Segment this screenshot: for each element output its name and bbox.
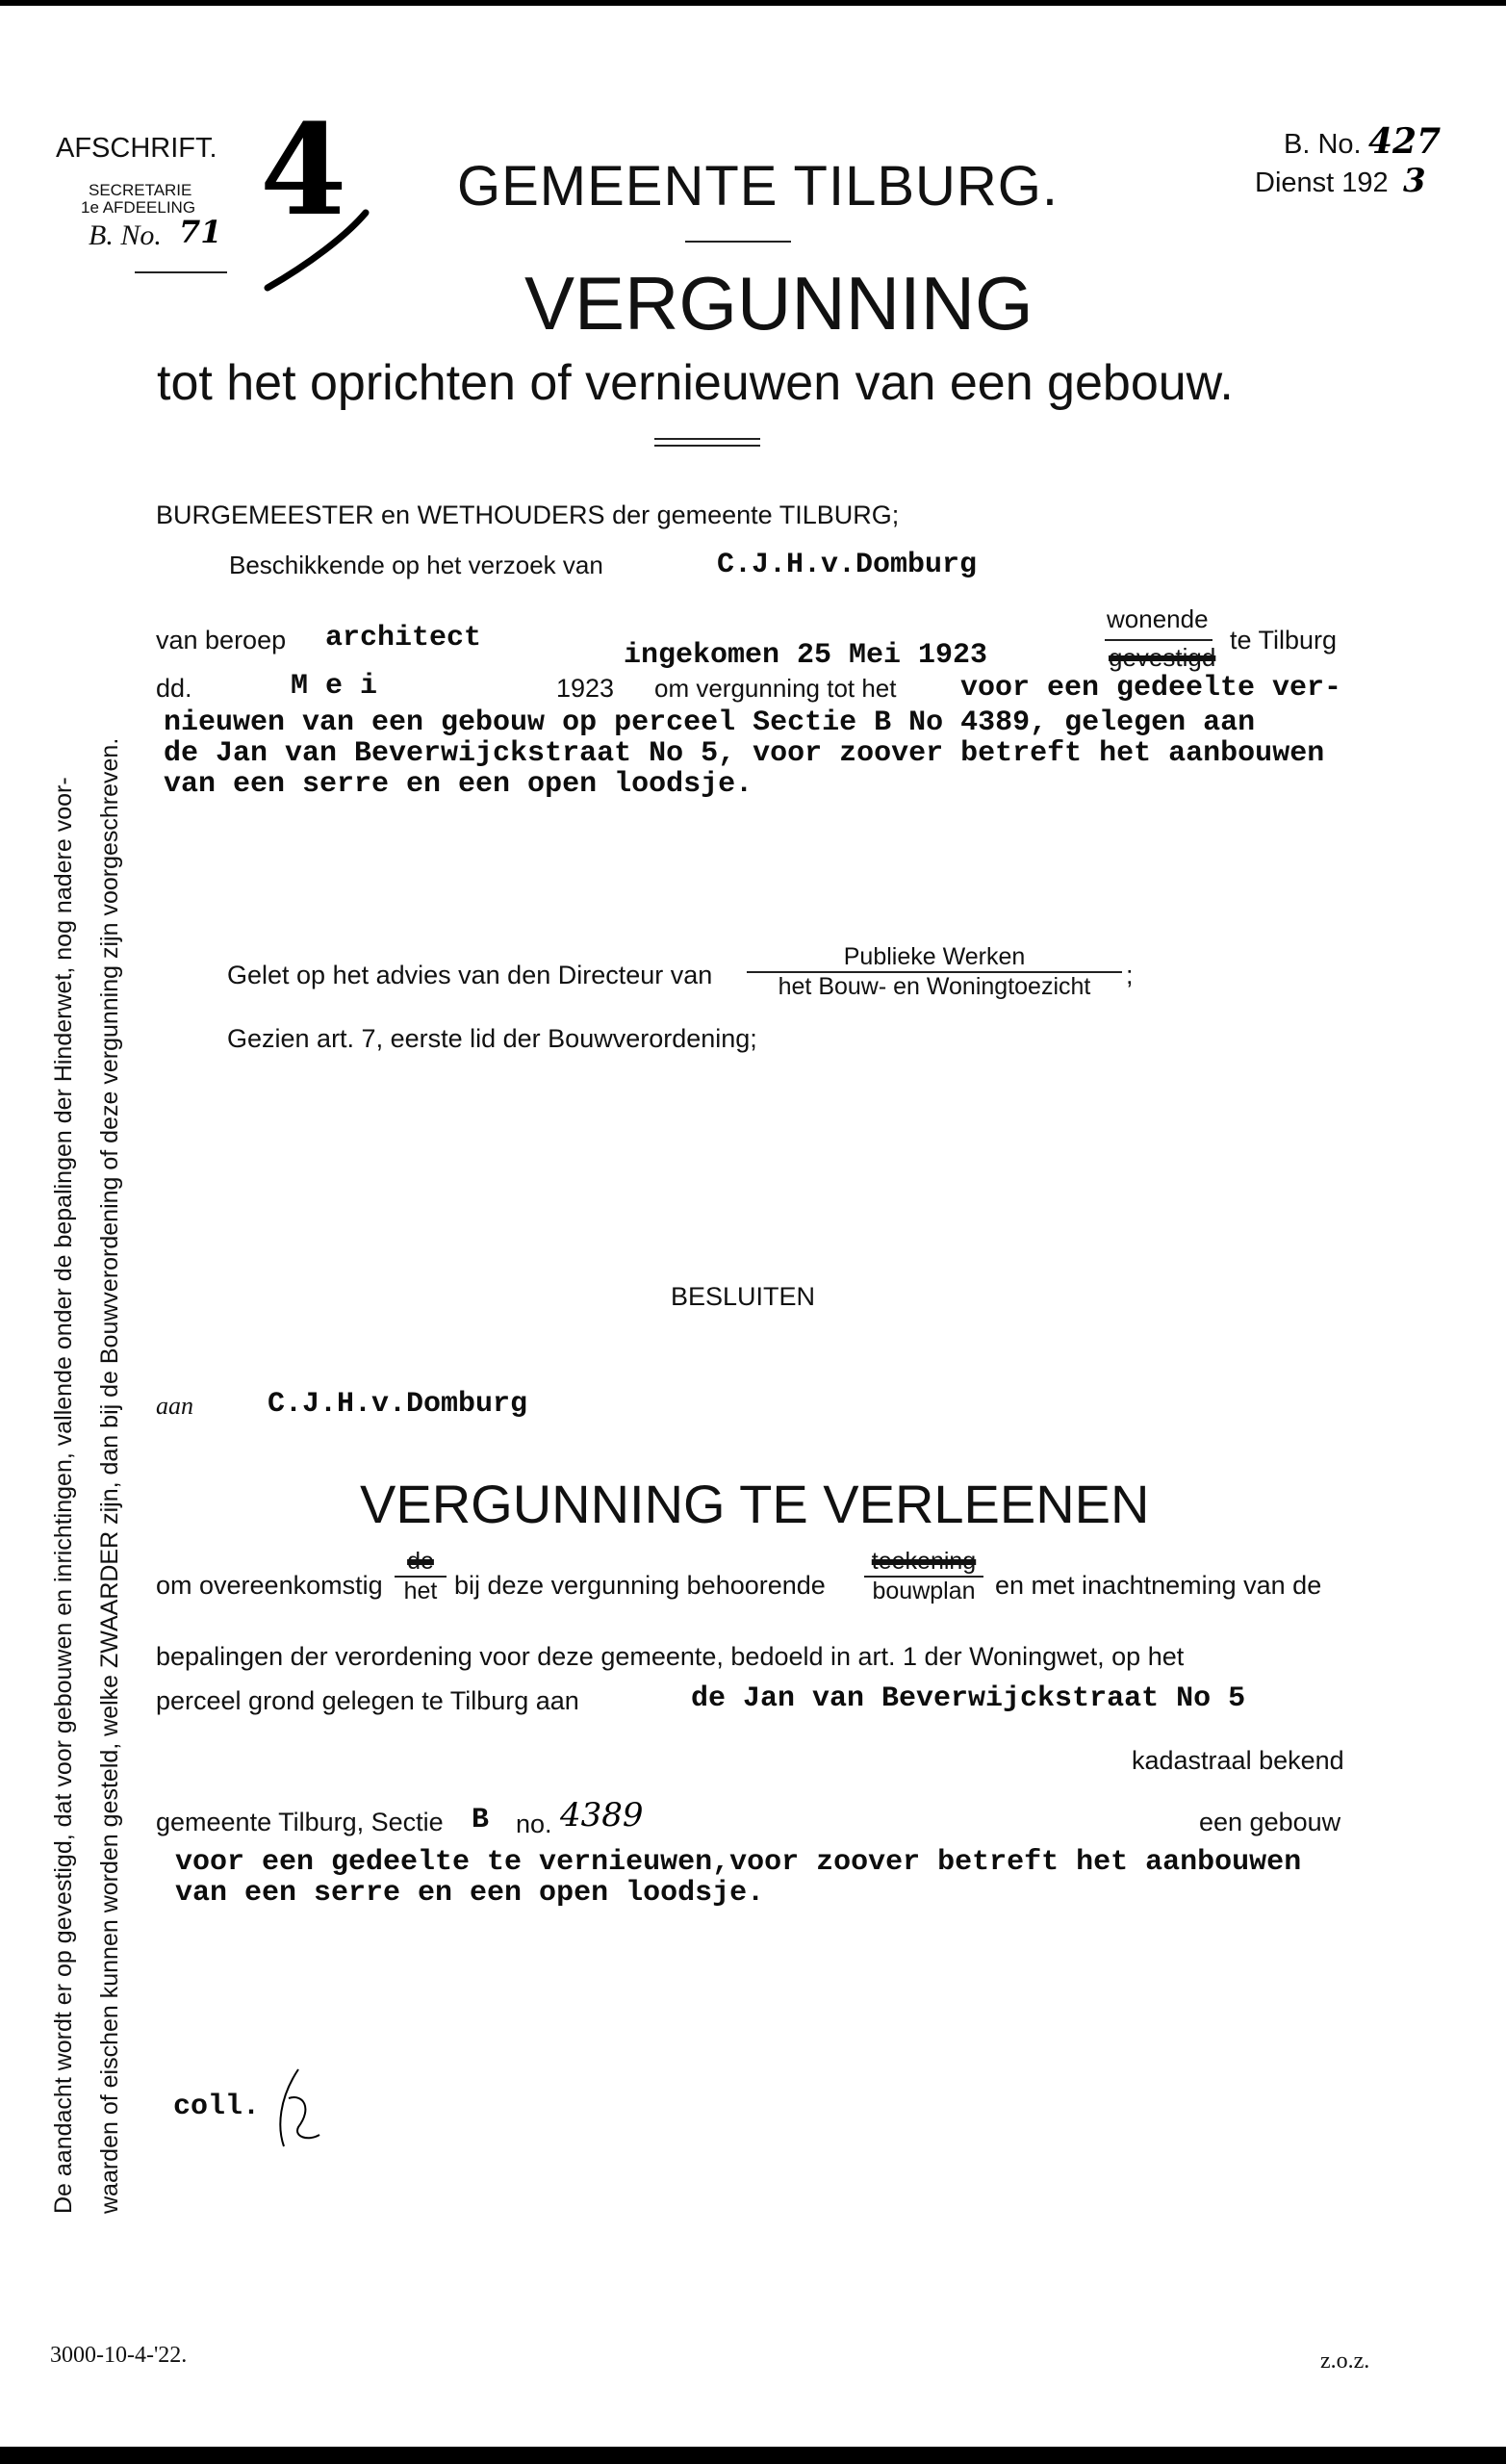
bouwplan-choice: bouwplan [872,1578,976,1604]
request-line-1: voor een gedeelte ver- [960,672,1342,705]
wonende-divider [1105,639,1212,641]
scan-edge-bottom [0,2447,1506,2464]
van-beroep-label: van beroep [156,626,287,654]
burgemeester-line: BURGEMEESTER en WETHOUDERS der gemeente TILBURG; [156,500,900,529]
signature-mark [260,2060,337,2156]
afdeeling-label: 1e AFDEELING [81,198,196,217]
dd-year: 1923 [556,674,615,703]
publieke-werken: Publieke Werken [747,943,1122,973]
document-title: VERGUNNING [524,261,1034,346]
directeur-fraction [747,943,1122,1001]
gemeente-rule [685,241,791,243]
description-line-1: voor een gedeelte te vernieuwen,voor zoover betreft het aanbouwen [175,1846,1302,1879]
kadaster-number: 4389 [560,1796,644,1835]
gelet-line: Gelet op het advies van den Directeur van [227,961,713,989]
advice-semicolon: ; [1126,961,1134,989]
vergunning-verleenen-heading: VERGUNNING TE VERLEENEN [360,1474,1150,1534]
beroep-value: architect [325,622,482,654]
description-line-2: van een serre en een open loodsje. [175,1877,765,1910]
request-line-3: de Jan van Beverwijckstraat No 5, voor zoover betreft het aanbouwen [164,737,1325,770]
teekening-struck: teekening [864,1548,983,1578]
zoz-label: z.o.z. [1320,2348,1370,2374]
dienst-label: Dienst 192 [1255,167,1389,198]
een-gebouw-label: een gebouw [1199,1808,1341,1836]
no-label: no. [516,1810,552,1838]
b-no-left-label: B. No. [89,219,162,251]
perceel-address: de Jan van Beverwijckstraat No 5 [691,1682,1246,1715]
b-no-left-value: 71 [179,214,222,250]
aan-label: aan [156,1392,193,1420]
b-no-right-value: 427 [1368,121,1442,162]
secretarie-label: SECRETARIE [89,181,192,199]
de-struck: de [395,1548,447,1578]
aan-name: C.J.H.v.Domburg [268,1388,528,1421]
gemeente-heading: GEMEENTE TILBURG. [457,155,1059,218]
besluiten-heading: BESLUITEN [671,1282,816,1311]
om-vergunning-label: om vergunning tot het [654,674,897,703]
subtitle-rule [654,438,760,440]
bij-deze-label: bij deze vergunning behoorende [454,1571,826,1600]
subtitle-rule-2 [654,445,760,447]
de-het-fraction [395,1548,447,1605]
scan-edge-top [0,0,1506,6]
b-no-right-label: B. No. [1284,129,1362,160]
pen-stroke-mark [260,207,375,294]
sectie-value: B [472,1804,490,1836]
wonende-label: wonende [1107,604,1209,633]
document-subtitle: tot het oprichten of vernieuwen van een gebouw. [157,355,1234,411]
gezien-line: Gezien art. 7, eerste lid der Bouwverordening; [227,1024,757,1053]
perceel-label: perceel grond gelegen te Tilburg aan [156,1686,579,1715]
coll-label: coll. [173,2091,261,2123]
sidebar-notice-line1: De aandacht wordt er op gevestigd, dat voor gebouwen en inrichtingen, vallende onder de bepalingen der Hinderwet, nog nadere voor- [50,777,77,2214]
b-no-left-underline [135,271,227,273]
large-handwritten-mark: 4 [260,96,347,244]
ingekomen-stamp: ingekomen 25 Mei 1923 [624,639,988,672]
afschrift-label: AFSCHRIFT. [56,133,217,164]
gemeente-sectie-label: gemeente Tilburg, Sectie [156,1808,444,1836]
request-line-4: van een serre en een open loodsje. [164,768,753,801]
applicant-name: C.J.H.v.Domburg [717,549,978,581]
om-overeenkomstig-label: om overeenkomstig [156,1571,383,1600]
bepalingen-line: bepalingen der verordening voor deze gemeente, bedoeld in art. 1 der Woningwet, op het [156,1642,1185,1671]
sidebar-notice-line2: waarden of eischen kunnen worden gesteld, welke ZWAARDER zijn, dan bij de Bouwverordening of deze vergunning zijn voorgeschreven. [96,737,123,2214]
bouw-woningtoezicht: het Bouw- en Woningtoezicht [778,973,1091,1000]
het-choice: het [403,1578,438,1604]
beschikkende-label: Beschikkende op het verzoek van [229,551,603,579]
gevestigd-struck: gevestigd [1109,643,1216,672]
request-line-2: nieuwen van een gebouw op perceel Sectie B No 4389, gelegen aan [164,706,1256,739]
teekening-bouwplan-fraction [864,1548,983,1605]
dd-month: M e i [291,670,378,703]
en-met-label: en met inachtneming van de [995,1571,1322,1600]
dd-label: dd. [156,674,192,703]
te-tilburg-label: te Tilburg [1230,626,1338,654]
kadastraal-label: kadastraal bekend [1132,1746,1344,1775]
print-code: 3000-10-4-'22. [50,2343,188,2368]
dienst-year-digit: 3 [1403,162,1426,200]
